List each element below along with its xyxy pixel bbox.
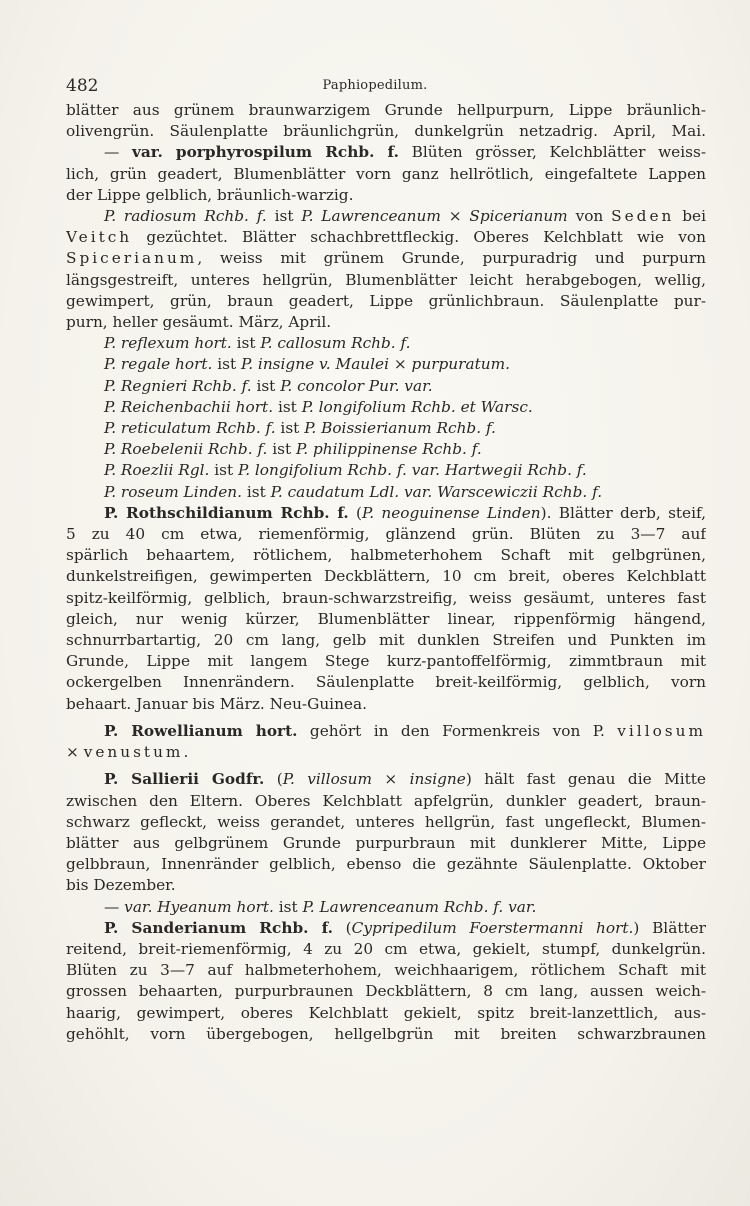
text-line [66, 142, 706, 163]
text-segment: P. regale hort. [104, 355, 213, 374]
text-line [66, 812, 706, 833]
text-line [66, 1003, 706, 1024]
text-segment: blätter aus gelbgrünem Grunde purpurbraun mit dunklerer Mitte, Lippe [66, 833, 706, 852]
text-segment: P. philippinense Rchb. f. [296, 440, 482, 459]
text-segment: P. Regnieri Rchb. f. [104, 376, 252, 395]
text-line [66, 694, 706, 715]
text-segment: var. Hyeanum hort. [124, 897, 274, 916]
text-segment: P. Reichenbachii hort. [104, 397, 274, 416]
text-segment: ) Blätter [633, 918, 706, 937]
text-line [66, 164, 706, 185]
text-segment: ist [267, 440, 297, 459]
text-segment: var. porphyrospilum Rchb. f. [131, 143, 399, 162]
text-segment: P. reflexum hort. [104, 334, 232, 353]
text-line [66, 418, 706, 439]
text-segment: P. Sallierii Godfr. [104, 770, 265, 789]
text-line [66, 721, 706, 742]
text-segment: P. concolor Pur. var. [280, 376, 433, 395]
text-segment: haarig, gewimpert, oberes Kelchblatt gekielt, spitz breit-lanzettlich, aus- [66, 1003, 706, 1022]
text-line [66, 769, 706, 790]
text-line [66, 918, 706, 939]
text-segment: zwischen den Eltern. Oberes Kelchblatt apfelgrün, dunkler geadert, braun- [66, 791, 706, 810]
text-segment: ) hält fast genau die Mitte [465, 770, 706, 789]
text-line [66, 312, 706, 333]
text-segment: Spicerianum [66, 249, 198, 268]
text-segment: — [104, 143, 132, 162]
text-segment: gelbbraun, Innenränder gelblich, ebenso die gezähnte Säulenplatte. Oktober [66, 855, 706, 874]
text-line [66, 651, 706, 672]
text-segment: Blüten zu 3—7 auf halbmeterhohem, weichhaarigem, rötlichem Schaft mit [66, 961, 706, 980]
text-line [66, 742, 706, 763]
text-line [66, 524, 706, 545]
text-line [66, 482, 706, 503]
text-line [66, 270, 706, 291]
text-segment: grossen behaarten, purpurbraunen Deckblättern, 8 cm lang, aussen weich- [66, 982, 706, 1001]
text-segment: P. Rothschildianum Rchb. f. [104, 503, 349, 522]
text-segment: × [66, 743, 84, 762]
text-line [66, 960, 706, 981]
text-line [66, 875, 706, 896]
text-line [66, 439, 706, 460]
text-line [66, 291, 706, 312]
text-line [66, 460, 706, 481]
text-line [66, 791, 706, 812]
text-line [66, 630, 706, 651]
text-line [66, 981, 706, 1002]
text-segment: spitz-keilförmig, gelblich, braun-schwarzstreifig, weiss gesäumt, unteres fast [66, 588, 706, 607]
text-segment: gewimpert, grün, braun geadert, Lippe grünlichbraun. Säulenplatte pur- [66, 291, 706, 310]
text-segment: reitend, breit-riemenförmig, 4 zu 20 cm etwa, gekielt, stumpf, dunkelgrün. [66, 939, 706, 958]
text-segment: venustum [83, 743, 184, 762]
text-segment: P. Lawrenceanum Rchb. f. var. [302, 897, 537, 916]
text-segment: ist [251, 376, 281, 395]
text-segment: Seden [611, 207, 675, 226]
text-segment: spärlich behaartem, rötlichem, halbmeterhohem Schaft mit gelbgrünen, [66, 546, 706, 565]
text-segment: P. neoguinense Linden [362, 503, 541, 522]
text-segment: lich, grün geadert, Blumenblätter vorn ganz hellrötlich, eingefaltete Lappen [66, 164, 706, 183]
text-segment: olivengrün. Säulenplatte bräunlichgrün, dunkelgrün netzadrig. April, Mai. [66, 122, 706, 141]
text-segment: P. roseum Linden. [104, 482, 243, 501]
text-line [66, 566, 706, 587]
text-segment: ist [231, 334, 261, 353]
text-line [66, 1024, 706, 1045]
text-segment: der Lippe gelblich, bräunlich-warzig. [66, 185, 354, 204]
text-segment: . [183, 743, 189, 762]
text-line [66, 939, 706, 960]
text-segment: — [104, 897, 125, 916]
text-segment: P. Boissierianum Rchb. f. [304, 419, 496, 438]
text-segment: purn, heller gesäumt. März, April. [66, 313, 332, 332]
text-segment: ist [242, 482, 271, 501]
text-line [66, 100, 706, 121]
text-segment: ist [273, 897, 303, 916]
text-segment: P. Rowellianum hort. [104, 721, 298, 740]
text-segment: ist [212, 355, 242, 374]
text-line [66, 609, 706, 630]
text-segment: ( [264, 770, 283, 789]
text-segment: Cypripedilum Foerstermanni hort. [351, 918, 634, 937]
text-segment: bei [674, 207, 706, 226]
text-segment: ist [209, 461, 238, 480]
text-segment: ockergelben Innenrändern. Säulenplatte breit-keilförmig, gelblich, vorn [66, 673, 706, 692]
text-line [66, 333, 706, 354]
text-segment: P. radiosum Rchb. f. [104, 207, 267, 226]
text-segment: dunkelstreifigen, gewimperten Deckblättern, 10 cm breit, oberes Kelchblatt [66, 567, 706, 586]
text-segment: Veitch [66, 228, 133, 247]
text-segment: gezüchtet. Blätter schachbrettfleckig. Oberes Kelchblatt wie von [132, 228, 706, 247]
text-segment: längsgestreift, unteres hellgrün, Blumenblätter leicht herabgebogen, wellig, [66, 270, 706, 289]
text-segment: Blüten grösser, Kelchblätter weiss- [398, 143, 706, 162]
text-segment: P. Roezlii Rgl. [104, 461, 210, 480]
text-segment: P. Sanderianum Rchb. f. [104, 918, 333, 937]
text-segment: blätter aus grünem braunwarzigem Grunde hellpurpurn, Lippe bräunlich- [66, 101, 706, 119]
text-line [66, 227, 706, 248]
text-segment: ist [273, 397, 302, 416]
text-line [66, 121, 706, 142]
text-segment: Grunde, Lippe mit langem Stege kurz-pantoffelförmig, zimmtbraun mit [66, 652, 706, 671]
text-segment: ( [332, 918, 352, 937]
text-segment: , weiss mit grünem Grunde, purpuradrig und purpurn [197, 249, 706, 268]
text-line [66, 545, 706, 566]
text-segment: ( [348, 503, 363, 522]
text-segment: ist [275, 419, 305, 438]
page-body-text [66, 100, 706, 1045]
text-segment: schnurrbartartig, 20 cm lang, gelb mit dunklen Streifen und Punkten im [66, 631, 706, 650]
text-segment: P. callosum Rchb. f. [260, 334, 411, 353]
text-segment: ist [266, 207, 302, 226]
text-segment: P. longifolium Rchb. f. var. Hartwegii Rchb. f. [238, 461, 587, 480]
text-line [66, 376, 706, 397]
text-segment: P. reticulatum Rchb. f. [104, 419, 276, 438]
text-segment: P. longifolium Rchb. et Warsc. [301, 397, 533, 416]
text-segment: ). Blätter derb, steif, [540, 503, 706, 522]
text-line [66, 854, 706, 875]
text-segment: gehört in den Formenkreis von P. [297, 721, 618, 740]
running-head: Paphiopedilum. [322, 78, 428, 93]
text-segment: behaart. Januar bis März. Neu-Guinea. [66, 694, 367, 713]
text-line [66, 397, 706, 418]
text-line [66, 503, 706, 524]
text-segment: gleich, nur wenig kürzer, Blumenblätter linear, rippenförmig hängend, [66, 609, 706, 628]
text-line [66, 672, 706, 693]
text-segment: von [567, 207, 612, 226]
page-number: 482 [66, 76, 99, 96]
text-segment: P. insigne v. Maulei × purpuratum. [241, 355, 510, 374]
text-line [66, 354, 706, 375]
text-segment: schwarz gefleckt, weiss gerandet, unteres hellgrün, fast ungefleckt, Blumen- [66, 812, 706, 831]
text-segment: P. Roebelenii Rchb. f. [104, 440, 268, 459]
text-line [66, 897, 706, 918]
text-segment: bis Dezember. [66, 876, 176, 895]
text-segment: P. villosum × insigne [282, 770, 466, 789]
text-line [66, 248, 706, 269]
text-segment: 5 zu 40 cm etwa, riemenförmig, glänzend grün. Blüten zu 3—7 auf [66, 525, 706, 544]
text-line [66, 588, 706, 609]
text-segment: gehöhlt, vorn übergebogen, hellgelbgrün mit breiten schwarzbraunen [66, 1024, 706, 1043]
text-line [66, 206, 706, 227]
text-segment: P. caudatum Ldl. var. Warscewiczii Rchb. f. [270, 482, 603, 501]
text-segment: P. Lawrenceanum × Spicerianum [301, 207, 568, 226]
page-header [0, 76, 750, 98]
text-line [66, 833, 706, 854]
text-line [66, 185, 706, 206]
text-segment: villosum [617, 721, 706, 740]
